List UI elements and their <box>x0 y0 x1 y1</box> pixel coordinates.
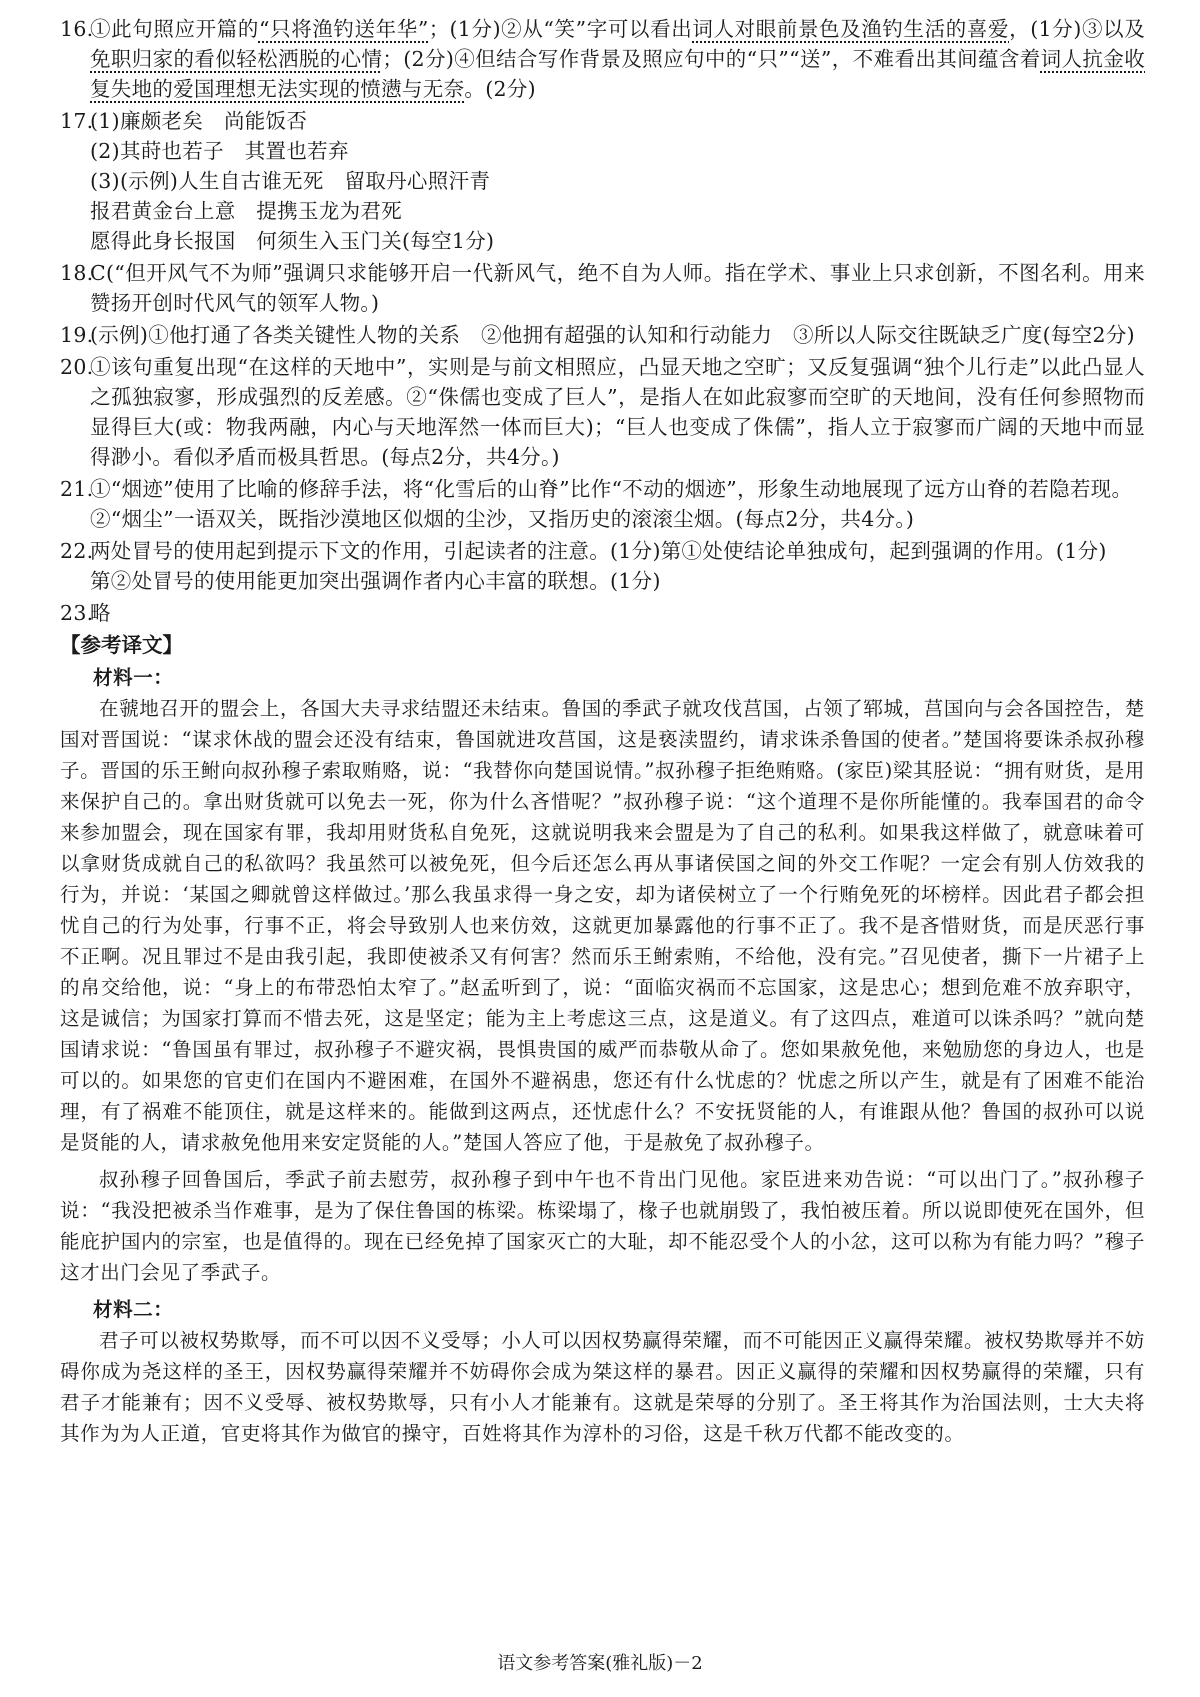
answer-text <box>90 14 1145 104</box>
answer-text: (示例)①他打通了各类关键性人物的关系 ②他拥有超强的认知和行动能力 ③所以人际交往既缺乏广度(每空2分) <box>90 323 1135 347</box>
answer-number: 20. <box>60 355 94 379</box>
material-two <box>60 1294 1145 1449</box>
answer-18 <box>60 258 1145 318</box>
answer-line: (3)(示例)人生自古谁无死 留取丹心照汗青 <box>90 169 491 193</box>
answer-line: (1)廉颇老矣 尚能饭否 <box>90 109 308 133</box>
answer-line: 第②处冒号的使用能更加突出强调作者内心丰富的联想。(1分) <box>90 569 661 593</box>
material-paragraph: 君子可以被权势欺辱，而不可以因不义受辱；小人可以因权势赢得荣耀，而不可能因正义赢得荣耀。被权势欺辱并不妨碍你成为尧这样的圣王，因权势赢得荣耀并不妨碍你会成为桀这样的暴君。因正义赢得的荣耀和因权势赢得的荣耀，只有君子才能兼有；因不义受辱、被权势欺辱，只有小人才能兼有。这就是荣辱的分别了。圣王将其作为治国法则，士大夫将其作为为人正道，官吏将其作为做官的操守，百姓将其作为淳朴的习俗，这是千秋万代都不能改变的。 <box>60 1329 1145 1445</box>
answer-line: ②“烟尘”一语双关，既指沙漠地区似烟的尘沙，又指历史的滚滚尘烟。(每点2分，共4分。) <box>90 507 915 531</box>
translation-section-title: 【参考译文】 <box>60 633 183 657</box>
emphasis-dotted: 词人对眼前景色及渔钓生活的喜爱 <box>692 17 1010 41</box>
answer-line: 愿得此身长报国 何须生入玉门关(每空1分) <box>90 229 495 253</box>
answer-line: 两处冒号的使用起到提示下文的作用，引起读者的注意。(1分)第①处使结论单独成句，起到强调的作用。(1分) <box>90 539 1107 563</box>
answer-23 <box>60 598 1145 628</box>
answer-number: 21. <box>60 477 94 501</box>
answer-segment: ；(1分)②从“笑”字可以看出 <box>428 17 693 41</box>
material-paragraph: 叔孙穆子回鲁国后，季武子前去慰劳，叔孙穆子到中午也不肯出门见他。家臣进来劝告说：“可以出门了。”叔孙穆子说：“我没把被杀当作难事，是为了保住鲁国的栋梁。栋梁塌了，椽子也就崩毁了，我怕被压着。所以说即使死在国外，但能庇护国内的宗室，也是值得的。现在已经免掉了国家灭亡的大耻，却不能忍受个人的小忿，这可以称为有能力吗？”穆子这才出门会见了季武子。 <box>60 1168 1145 1284</box>
answer-line: (2)其莳也若子 其置也若弃 <box>90 139 349 163</box>
material-one <box>60 662 1145 1288</box>
answer-number: 17. <box>60 109 94 133</box>
answer-number: 22. <box>60 539 94 563</box>
answer-segment: 。(2分) <box>464 77 536 101</box>
answer-segment: ①此句照应开篇的 <box>90 17 259 41</box>
answer-20 <box>60 352 1145 472</box>
answer-text: 略 <box>90 601 111 625</box>
answer-number: 16. <box>60 17 94 41</box>
answer-line: ①“烟迹”使用了比喻的修辞手法，将“化雪后的山脊”比作“不动的烟迹”，形象生动地展现了远方山脊的若隐若现。 <box>90 477 1133 501</box>
answer-21 <box>60 474 1145 534</box>
material-paragraph: 在虢地召开的盟会上，各国大夫寻求结盟还未结束。鲁国的季武子就攻伐莒国，占领了郓城，莒国向与会各国控告，楚国对晋国说：“谋求休战的盟会还没有结束，鲁国就进攻莒国，这是亵渎盟约，请求诛杀鲁国的使者。”楚国将要诛杀叔孙穆子。晋国的乐王鲋向叔孙穆子索取贿赂，说：“我替你向楚国说情。”叔孙穆子拒绝贿赂。(家臣)梁其胫说：“拥有财货，是用来保护自己的。拿出财货就可以免去一死，你为什么吝惜呢？”叔孙穆子说：“这个道理不是你所能懂的。我奉国君的命令来参加盟会，现在国家有罪，我却用财货私自免死，这就说明我来会盟是为了自己的私利。如果我这样做了，就意味着可以拿财货成就自己的私欲吗？我虽然可以被免死，但今后还怎么再从事诸侯国之间的外交工作呢？一定会有别人仿效我的行为，并说：‘某国之卿就曾这样做过。’那么我虽求得一身之安，却为诸侯树立了一个行贿免死的坏榜样。因此君子都会担忧自己的行为处事，行事不正，将会导致别人也来仿效，这就更加暴露他的行事不正了。我不是吝惜财货，而是厌恶行事不正啊。况且罪过不是由我引起，我即使被杀又有何害？然而乐王鲋索贿，不给他，没有完。”召见使者，撕下一片裙子上的帛交给他，说：“身上的布带恐怕太窄了。”赵孟听到了，说：“面临灾祸而不忘国家，这是忠心；想到危难不放弃职守，这是诚信；为国家打算而不惜去死，这是坚定；能为主上考虑这三点，这是道义。有了这四点，难道可以诛杀吗？”就向楚国请求说：“鲁国虽有罪过，叔孙穆子不避灾祸，畏惧贵国的威严而恭敬从命了。您如果赦免他，来勉励您的身边人，也是可以的。如果您的官吏们在国内不避困难，在国外不避祸患，您还有什么忧虑的？忧虑之所以产生，就是有了困难不能治理，有了祸难不能顶住，就是这样来的。能做到这两点，还忧虑什么？不安抚贤能的人，有谁跟从他？鲁国的叔孙可以说是贤能的人，请求赦免他用来安定贤能的人。”楚国人答应了他，于是赦免了叔孙穆子。 <box>60 697 1145 1154</box>
answer-line: 报君黄金台上意 提携玉龙为君死 <box>90 199 402 223</box>
answer-17 <box>60 106 1145 256</box>
answer-19 <box>60 320 1145 350</box>
answer-number: 19. <box>60 323 94 347</box>
answer-16 <box>60 14 1145 104</box>
emphasis-dotted: 词人抗金收复失地的爱国理想无法实现的愤懑与无奈 <box>90 47 1146 101</box>
answer-list <box>60 14 1145 628</box>
emphasis-dotted: 免职归家的看似轻松洒脱的心情 <box>90 47 383 71</box>
page-footer: 语文参考答案(雅礼版)－2 <box>497 1653 703 1674</box>
answer-sheet-page <box>60 14 1145 1455</box>
answer-number: 23. <box>60 601 94 625</box>
answer-number: 18. <box>60 261 94 285</box>
answer-segment: ；(2分)④但结合写作背景及照应句中的“只”“送”，不难看出其间蕴含着 <box>382 47 1041 71</box>
answer-segment: ，(1分)③以及 <box>1009 17 1145 41</box>
answer-text: C(“但开风气不为师”强调只求能够开启一代新风气，绝不自为人师。指在学术、事业上只求创新，不图名利。用来赞扬开创时代风气的领军人物。) <box>90 261 1145 315</box>
emphasis-dotted: “只将渔钓送年华” <box>258 17 429 41</box>
material-title: 材料二： <box>93 1298 174 1321</box>
material-title: 材料一： <box>93 666 174 689</box>
answer-text: ①该句重复出现“在这样的天地中”，实则是与前文相照应，凸显天地之空旷；又反复强调“独个儿行走”以此凸显人之孤独寂寥，形成强烈的反差感。②“侏儒也变成了巨人”，是指人在如此寂寥而空旷的天地间，没有任何参照物而显得巨大(或：物我两融，内心与天地浑然一体而巨大)；“巨人也变成了侏儒”，指人立于寂寥而广阔的天地中而显得渺小。看似矛盾而极具哲思。(每点2分，共4分。) <box>90 355 1145 469</box>
answer-22 <box>60 536 1145 596</box>
